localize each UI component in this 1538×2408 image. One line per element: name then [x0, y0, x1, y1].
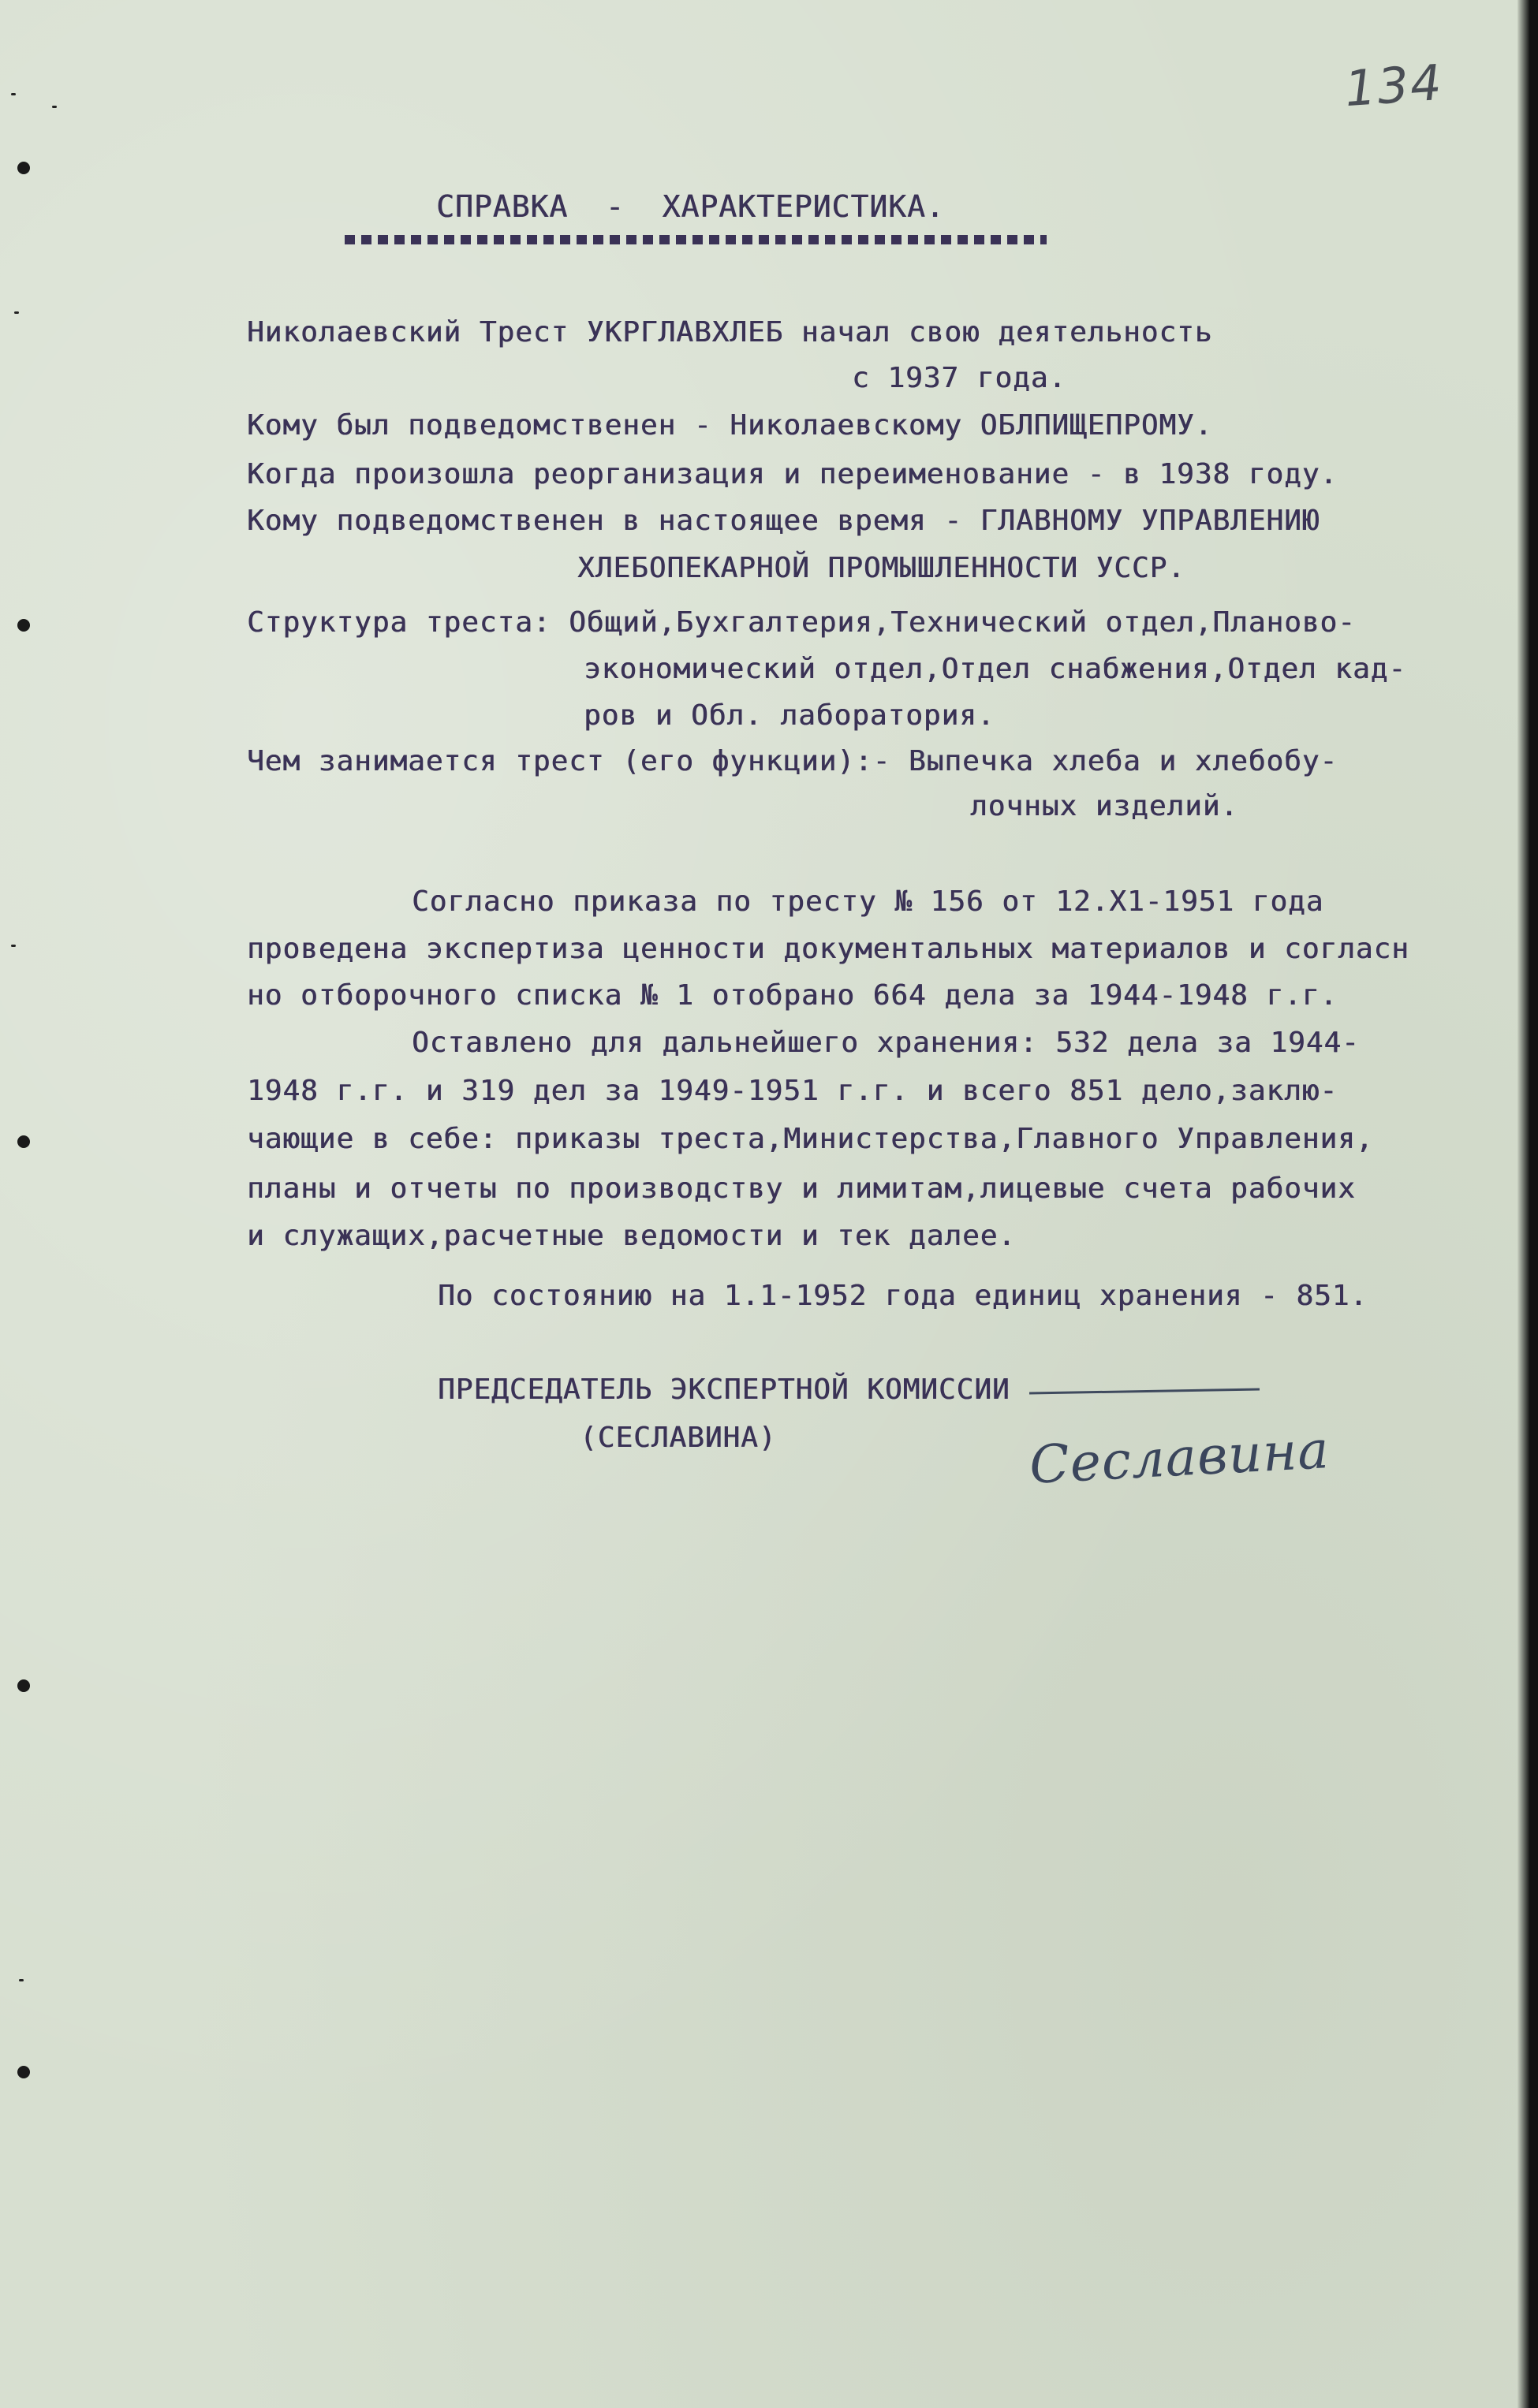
folio-number: 134 [1342, 53, 1445, 118]
text-line: По состоянию на 1.1-1952 года единиц хранения - 851. [438, 1280, 1368, 1312]
text-line: с 1937 года. [852, 362, 1067, 394]
scan-speck [14, 311, 19, 314]
text-line: 1948 г.г. и 319 дел за 1949-1951 г.г. и всего 851 дело,заклю- [247, 1075, 1338, 1107]
scan-speck [19, 1979, 24, 1981]
punch-hole [17, 2066, 30, 2078]
text-line: ХЛЕБОПЕКАРНОЙ ПРОМЫШЛЕННОСТИ УССР. [577, 552, 1185, 584]
text-line: проведена экспертиза ценности документальных материалов и согласн [247, 933, 1409, 965]
handwritten-signature: Сеславина [1028, 1419, 1331, 1496]
punch-hole [17, 162, 30, 174]
punch-hole [17, 1135, 30, 1148]
text-line: Когда произошла реорганизация и переименование - в 1938 году. [247, 458, 1338, 490]
text-line: Кому подведомственен в настоящее время - ГЛАВНОМУ УПРАВЛЕНИЮ [247, 505, 1320, 537]
text-line: планы и отчеты по производству и лимитам,лицевые счета рабочих [247, 1172, 1356, 1205]
text-line: Кому был подведомственен - Николаевскому ОБЛПИЩЕПРОМУ. [247, 409, 1213, 442]
text-line: Оставлено для дальнейшего хранения: 532 дела за 1944- [412, 1027, 1360, 1059]
text-line: и служащих,расчетные ведомости и тек далее. [247, 1220, 1016, 1252]
signatory-name: (СЕСЛАВИНА) [580, 1422, 777, 1454]
punch-hole [17, 619, 30, 632]
text-line: Николаевский Трест УКРГЛАВХЛЕБ начал свою деятельность [247, 316, 1213, 349]
text-line: ров и Обл. лаборатория. [584, 699, 995, 732]
text-line: Согласно приказа по тресту № 156 от 12.Х1-1951 года [412, 885, 1324, 918]
text-line: Структура треста: Общий,Бухгалтерия,Технический отдел,Планово- [247, 606, 1356, 639]
signature-line [1029, 1388, 1260, 1394]
scan-speck [52, 106, 57, 108]
text-line: чающие в себе: приказы треста,Министерства,Главного Управления, [247, 1123, 1374, 1155]
text-line: Чем занимается трест (его функции):- Выпечка хлеба и хлебобу- [247, 745, 1338, 777]
scan-speck [11, 93, 16, 95]
text-line: но отборочного списка № 1 отобрано 664 дела за 1944-1948 г.г. [247, 979, 1338, 1012]
text-line: экономический отдел,Отдел снабжения,Отдел кад- [584, 653, 1406, 685]
text-line: лочных изделий. [970, 790, 1239, 822]
scan-border [1517, 0, 1538, 2408]
punch-hole [17, 1679, 30, 1692]
document-title: СПРАВКА - ХАРАКТЕРИСТИКА. [436, 189, 945, 224]
scan-speck [11, 945, 16, 947]
signatory-title: ПРЕДСЕДАТЕЛЬ ЭКСПЕРТНОЙ КОМИССИИ [438, 1374, 1010, 1406]
title-underline [345, 235, 1047, 244]
